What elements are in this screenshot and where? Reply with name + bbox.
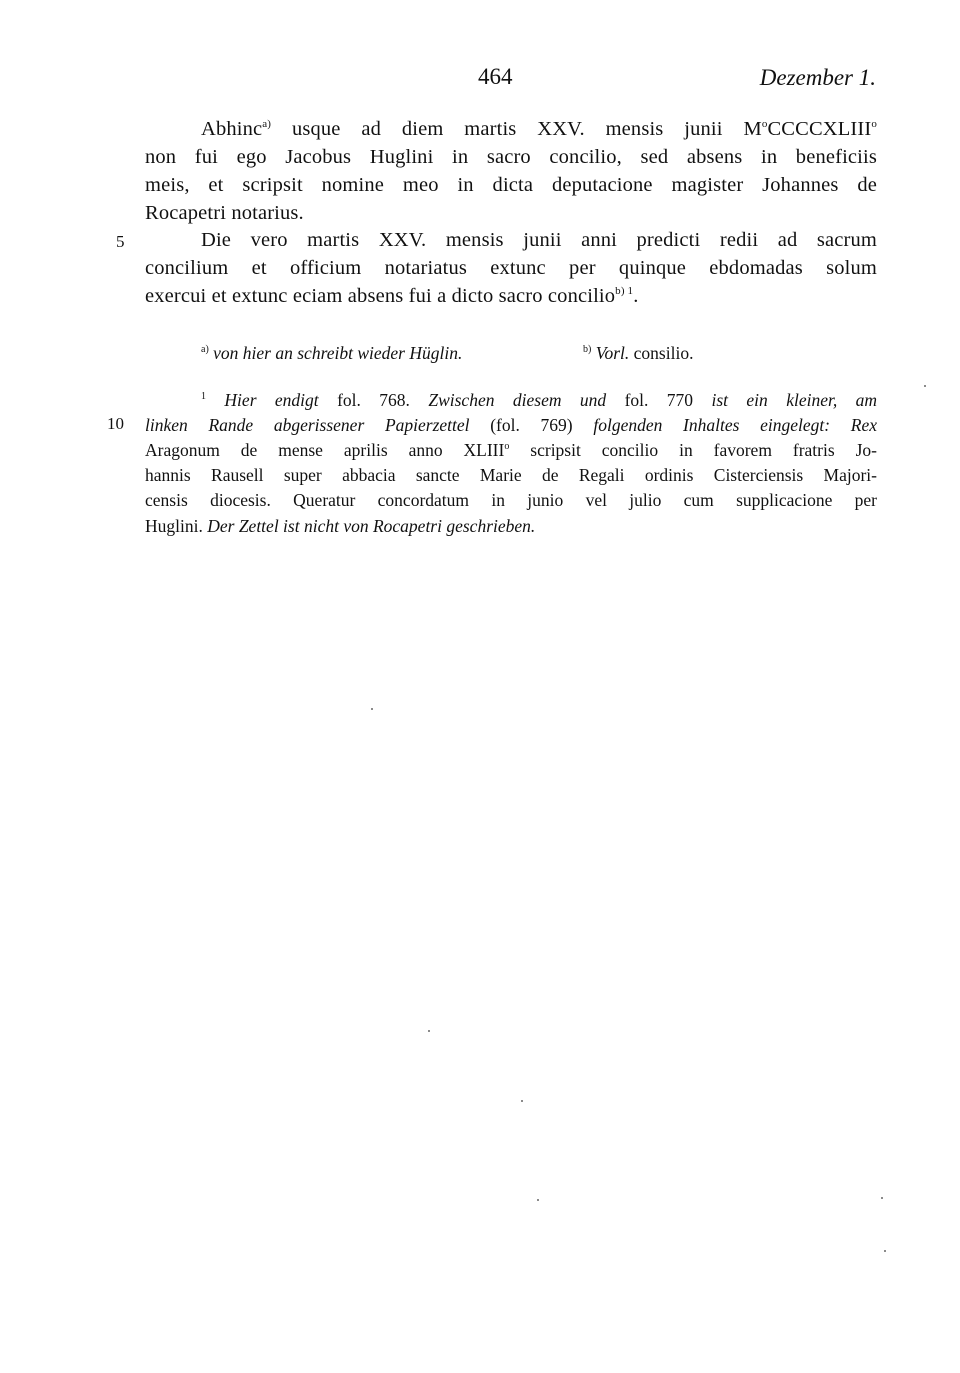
apparatus-note-a [201, 343, 462, 364]
apparatus-mark-b: b) 1 [615, 285, 634, 297]
text-run: fol. 770 [624, 390, 694, 410]
text-run: Aragonum de mense aprilis anno XLIII [145, 440, 505, 460]
footnote-line-6 [145, 516, 535, 537]
page-number: 464 [478, 64, 513, 89]
body-line-1 [201, 118, 877, 141]
scan-speck [924, 385, 926, 387]
footnote-mark: 1 [201, 391, 206, 402]
text-run: Huglini. [145, 516, 203, 536]
text-run: Zwischen diesem und [428, 390, 607, 410]
text-run: folgenden Inhaltes eingelegt: Rex [593, 415, 878, 435]
apparatus-note-b [583, 343, 693, 364]
text-run: linken Rande abgerissener Papierzettel [145, 415, 470, 435]
apparatus-italic: Vorl. [595, 343, 630, 363]
superscript-o: o [871, 118, 877, 130]
scan-speck [884, 1250, 886, 1252]
apparatus-mark: b) [583, 344, 592, 355]
text-run: Hier endigt [224, 390, 319, 410]
line-number-5: 5 [116, 232, 125, 251]
text-run: . [633, 285, 639, 307]
body-line-4: Rocapetri notarius. [145, 202, 304, 224]
body-line-5: Die vero martis XXV. mensis junii anni predicti redii ad sacrum [201, 229, 877, 251]
footnote-line-3 [145, 440, 877, 461]
body-line-2: non fui ego Jacobus Huglini in sacro concilio, sed absens in beneficiis [145, 146, 877, 168]
text-run: (fol. 769) [490, 415, 573, 435]
text-run: scripsit concilio in favorem fratris Jo- [509, 440, 877, 460]
running-title: Dezember 1. [759, 65, 876, 90]
text-run: exercui et extunc eciam absens fui a dicto sacro concilio [145, 285, 616, 307]
scan-speck [881, 1197, 883, 1199]
superscript-o: o [504, 441, 510, 452]
body-line-7 [145, 285, 638, 308]
apparatus-text: von hier an schreibt wieder Hüglin. [213, 343, 463, 363]
footnote-line-2 [145, 415, 877, 436]
text-run: fol. 768. [337, 390, 410, 410]
scan-speck [521, 1100, 523, 1102]
footnote-line-1 [201, 390, 877, 411]
footnote-line-5: censis diocesis. Queratur concordatum in junio vel julio cum supplicacione per [145, 490, 877, 510]
body-line-3: meis, et scripsit nomine meo in dicta deputacione magister Johannes de [145, 174, 877, 196]
text-run: usque ad diem martis XXV. mensis junii M [271, 118, 762, 140]
text-run: Der Zettel ist nicht von Rocapetri geschrieben. [207, 516, 536, 536]
body-line-6: concilium et officium notariatus extunc per quinque ebdomadas solum [145, 257, 877, 279]
scan-speck [537, 1199, 539, 1201]
apparatus-mark: a) [201, 344, 209, 355]
apparatus-mark-a: a) [262, 118, 272, 130]
footnote-line-4: hannis Rausell super abbacia sancte Marie de Regali ordinis Cisterciensis Majori- [145, 465, 877, 485]
line-number-10: 10 [107, 414, 124, 433]
text-run: ist ein kleiner, am [711, 390, 878, 410]
superscript-o: o [761, 118, 768, 130]
scan-speck [428, 1030, 430, 1032]
scan-speck [371, 708, 373, 710]
text-run: CCCCXLIII [767, 118, 872, 140]
text-run: Abhinc [201, 118, 263, 140]
apparatus-text: consilio. [633, 343, 694, 363]
